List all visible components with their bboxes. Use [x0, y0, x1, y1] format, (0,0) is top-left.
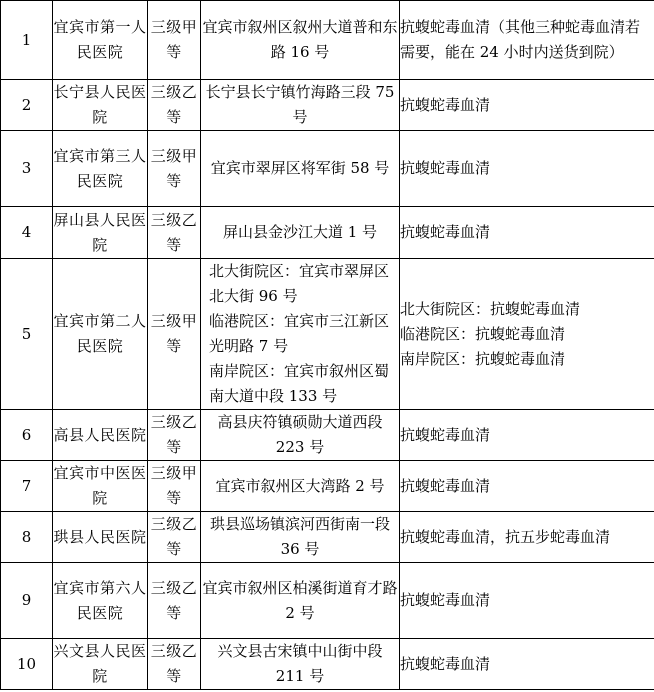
hospital-address: 珙县巡场镇滨河西街南一段 36 号 [201, 512, 400, 563]
row-number: 6 [1, 410, 53, 461]
row-number: 9 [1, 563, 53, 639]
hospital-name: 宜宾市第二人民医院 [53, 259, 148, 410]
hospital-address: 宜宾市叙州区大湾路 2 号 [201, 461, 400, 512]
hospital-level: 三级甲等 [148, 1, 201, 80]
hospital-level: 三级乙等 [148, 80, 201, 131]
table-row [1, 563, 654, 639]
antivenom-serum: 抗蝮蛇毒血清（其他三种蛇毒血清若需要，能在 24 小时内送货到院） [400, 1, 654, 80]
hospital-address: 宜宾市叙州区叙州大道普和东路 16 号 [201, 1, 400, 80]
hospital-level: 三级乙等 [148, 639, 201, 690]
antivenom-serum [400, 259, 654, 410]
hospital-name: 兴文县人民医院 [53, 639, 148, 690]
hospital-address: 长宁县长宁镇竹海路三段 75 号 [201, 80, 400, 131]
antivenom-serum: 抗蝮蛇毒血清 [400, 80, 654, 131]
hospital-name: 屏山县人民医院 [53, 207, 148, 259]
hospital-address: 宜宾市叙州区柏溪街道育才路 2 号 [201, 563, 400, 639]
campus-serum: 南岸院区：抗蝮蛇毒血清 [400, 349, 566, 368]
hospital-address: 高县庆符镇硕勋大道西段 223 号 [201, 410, 400, 461]
antivenom-serum: 抗蝮蛇毒血清 [400, 410, 654, 461]
row-number: 5 [1, 259, 53, 410]
row-number: 8 [1, 512, 53, 563]
hospital-name: 长宁县人民医院 [53, 80, 148, 131]
table-row [1, 259, 654, 410]
hospital-level: 三级乙等 [148, 512, 201, 563]
row-number: 2 [1, 80, 53, 131]
row-number: 1 [1, 1, 53, 80]
campus-address: 南岸院区：宜宾市叙州区蜀南大道中段 133 号 [209, 362, 390, 405]
hospital-name: 宜宾市第六人民医院 [53, 563, 148, 639]
hospital-name: 高县人民医院 [53, 410, 148, 461]
hospital-name: 珙县人民医院 [53, 512, 148, 563]
table-row [1, 80, 654, 131]
hospital-address: 兴文县古宋镇中山街中段 211 号 [201, 639, 400, 690]
row-number: 3 [1, 131, 53, 207]
hospital-level: 三级乙等 [148, 563, 201, 639]
campus-address: 北大街院区：宜宾市翠屏区北大街 96 号 [209, 262, 390, 305]
hospital-level: 三级甲等 [148, 131, 201, 207]
antivenom-serum: 抗蝮蛇毒血清 [400, 131, 654, 207]
antivenom-serum: 抗蝮蛇毒血清 [400, 207, 654, 259]
hospital-name: 宜宾市中医医院 [53, 461, 148, 512]
table-row [1, 207, 654, 259]
antivenom-serum: 抗蝮蛇毒血清 [400, 563, 654, 639]
hospital-level: 三级甲等 [148, 461, 201, 512]
campus-serum: 临港院区：抗蝮蛇毒血清 [400, 324, 566, 343]
table-row [1, 410, 654, 461]
campus-address: 临港院区：宜宾市三江新区光明路 7 号 [209, 312, 390, 355]
hospital-level: 三级乙等 [148, 410, 201, 461]
table-row [1, 131, 654, 207]
campus-serum: 北大街院区：抗蝮蛇毒血清 [400, 299, 581, 318]
hospital-address: 屏山县金沙江大道 1 号 [201, 207, 400, 259]
table-row [1, 461, 654, 512]
hospital-address: 宜宾市翠屏区将军街 58 号 [201, 131, 400, 207]
table-row [1, 512, 654, 563]
hospital-level: 三级甲等 [148, 259, 201, 410]
hospital-name: 宜宾市第三人民医院 [53, 131, 148, 207]
hospital-level: 三级乙等 [148, 207, 201, 259]
row-number: 4 [1, 207, 53, 259]
antivenom-serum: 抗蝮蛇毒血清，抗五步蛇毒血清 [400, 512, 654, 563]
hospital-address [201, 259, 400, 410]
row-number: 7 [1, 461, 53, 512]
row-number: 10 [1, 639, 53, 690]
table-row [1, 1, 654, 80]
antivenom-serum: 抗蝮蛇毒血清 [400, 639, 654, 690]
hospital-name: 宜宾市第一人民医院 [53, 1, 148, 80]
antivenom-serum: 抗蝮蛇毒血清 [400, 461, 654, 512]
table-row [1, 639, 654, 690]
